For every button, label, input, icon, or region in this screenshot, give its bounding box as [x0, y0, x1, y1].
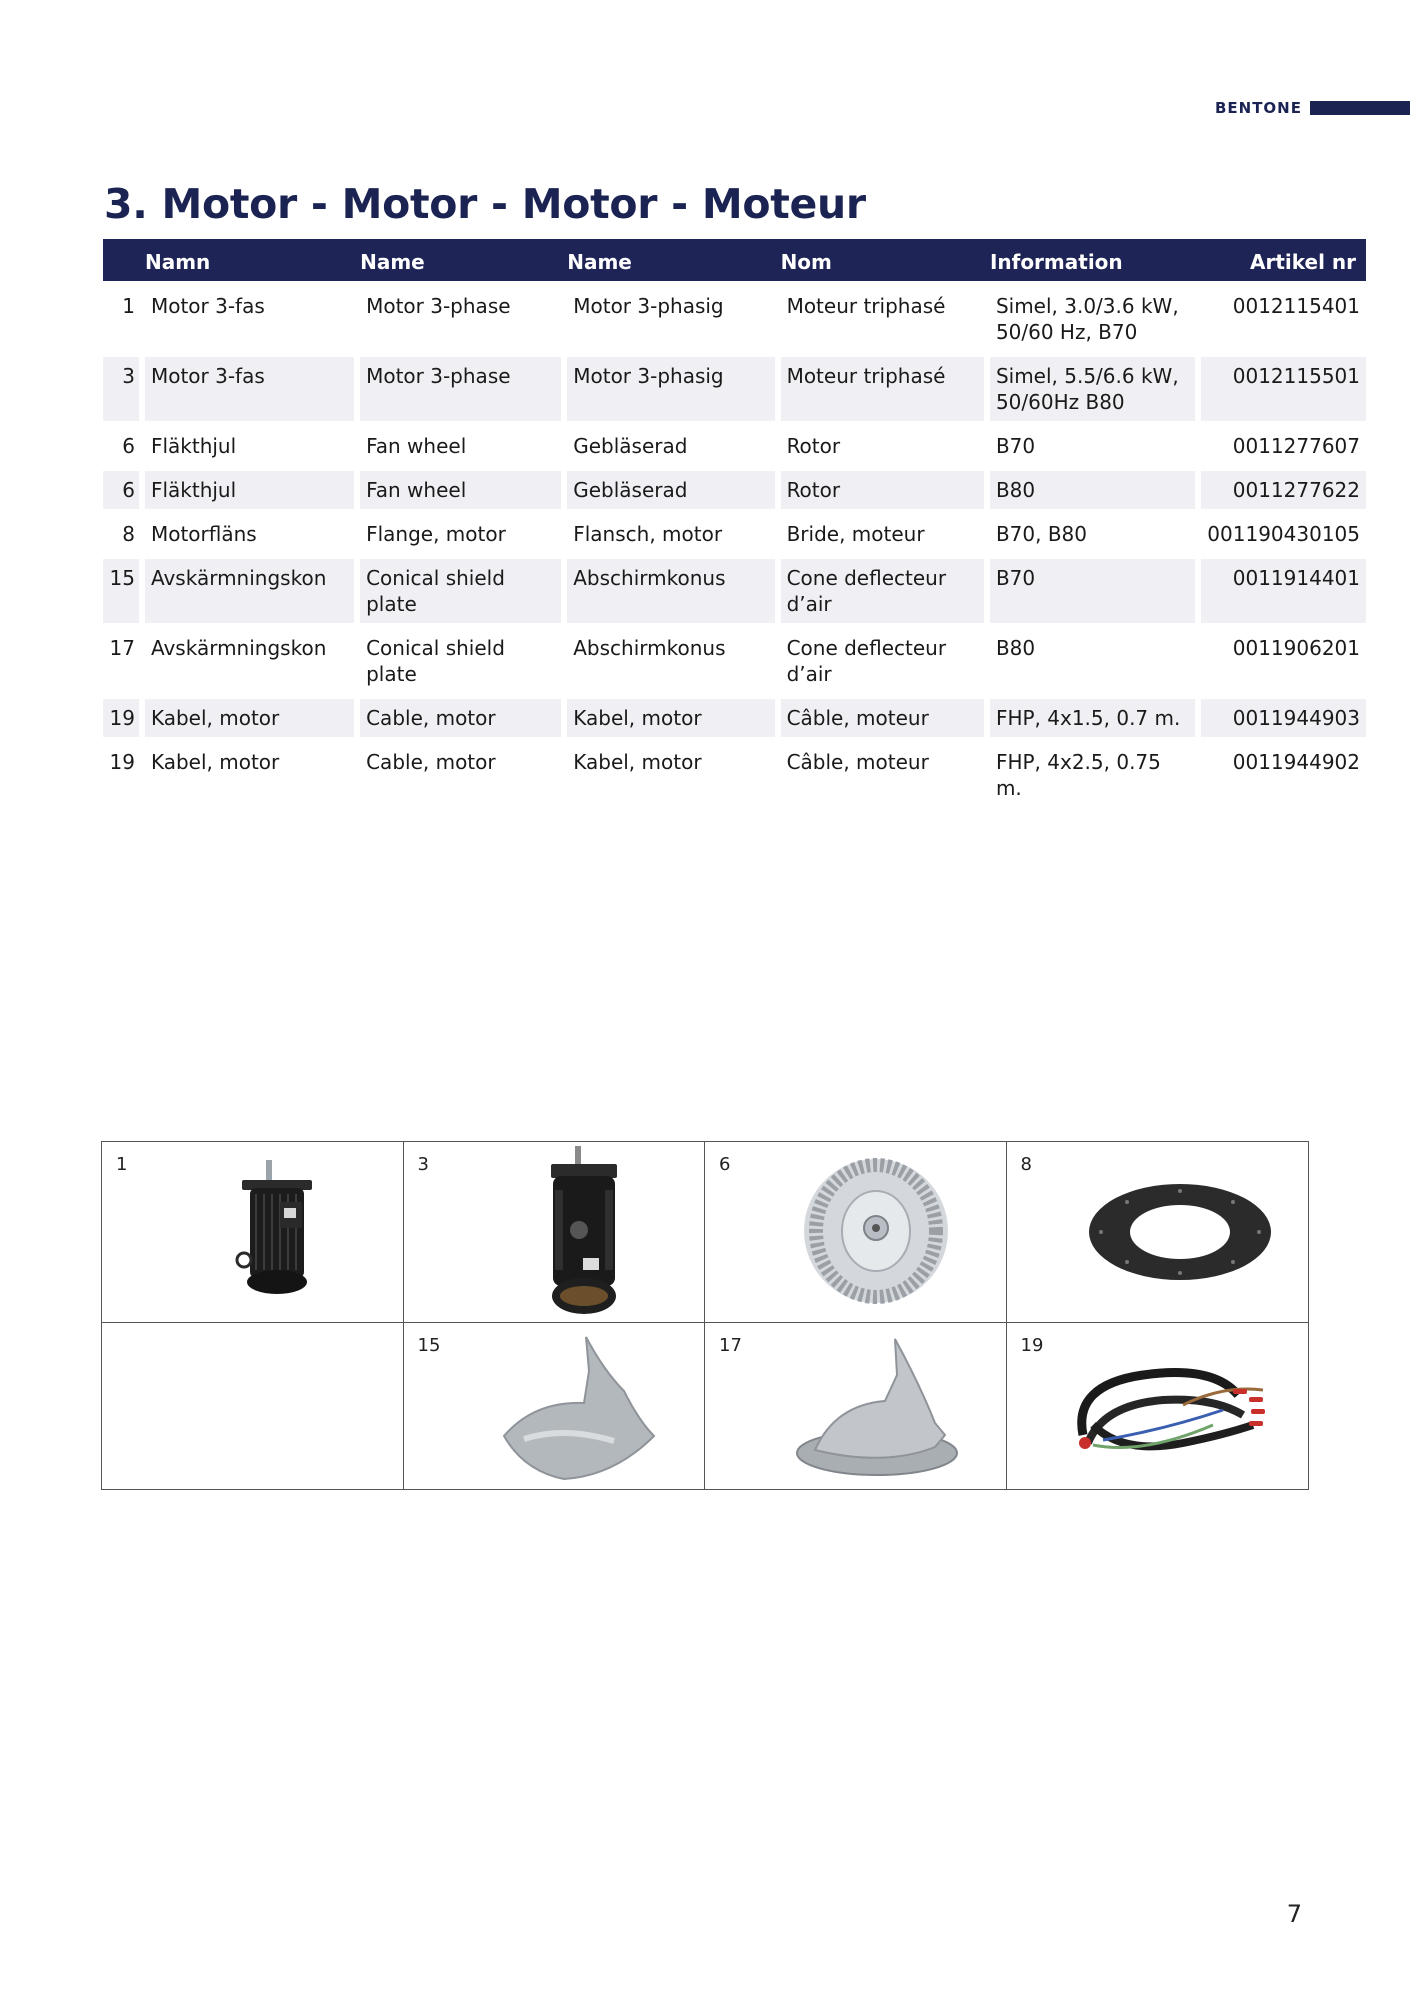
image-label: 15	[417, 1335, 441, 1356]
cell-en: Fan wheel	[354, 471, 561, 509]
table-row	[103, 287, 1366, 351]
cell-article: 0011944902	[1195, 743, 1366, 807]
cell-sv: Motor 3-fas	[139, 357, 354, 421]
info-line-1: Simel, 3.0/3.6 kW,	[995, 294, 1179, 318]
col-header-name-de: Name	[561, 239, 774, 281]
table-row	[103, 471, 1366, 509]
image-cell-motor-1	[102, 1142, 404, 1323]
cell-article: 0011914401	[1195, 559, 1366, 623]
cell-de: Motor 3-phasig	[561, 287, 774, 351]
cell-article: 0011277607	[1195, 427, 1366, 465]
brand-name: BENTONE	[1214, 99, 1302, 117]
cell-pos: 1	[122, 294, 135, 318]
cell-en: Flange, motor	[354, 515, 561, 553]
image-cell-cable	[1007, 1323, 1309, 1489]
motor-image	[222, 1160, 322, 1310]
cell-de: Abschirmkonus	[561, 559, 774, 623]
cell-sv: Motor 3-fas	[139, 287, 354, 351]
cable-image	[1063, 1345, 1283, 1465]
col-header-namn: Namn	[139, 239, 354, 281]
conical-shield-image	[795, 1335, 965, 1485]
info-line-2: 50/60Hz B80	[995, 390, 1125, 414]
page-number: 7	[1286, 1900, 1302, 1928]
cell-article: 0012115401	[1195, 287, 1366, 351]
cell-info: FHP, 4x2.5, 0.75 m.	[984, 743, 1195, 807]
cell-article: 0011277622	[1195, 471, 1366, 509]
image-cell-empty	[102, 1323, 404, 1489]
table-header-row	[103, 239, 1366, 281]
col-header-nom: Nom	[775, 239, 984, 281]
col-header-name-en: Name	[354, 239, 561, 281]
cell-sv: Kabel, motor	[139, 743, 354, 807]
image-label: 17	[719, 1335, 742, 1356]
parts-table	[103, 233, 1366, 813]
cell-fr: Bride, moteur	[775, 515, 984, 553]
cell-en: Motor 3-phase	[354, 287, 561, 351]
table-row	[103, 559, 1366, 623]
cell-de: Kabel, motor	[561, 743, 774, 807]
cell-en: Conical shield plate	[354, 629, 561, 693]
table-row	[103, 629, 1366, 693]
cell-info: B70	[984, 559, 1195, 623]
table-row	[103, 515, 1366, 553]
cell-en: Conical shield plate	[354, 559, 561, 623]
conical-shield-image	[494, 1331, 664, 1481]
cell-de: Motor 3-phasig	[561, 357, 774, 421]
cell-fr: Cone deflecteur d’air	[775, 559, 984, 623]
cell-article: 0011906201	[1195, 629, 1366, 693]
flange-image	[1087, 1182, 1273, 1282]
image-cell-flange	[1007, 1142, 1309, 1323]
cell-fr: Rotor	[775, 427, 984, 465]
cell-pos: 15	[103, 559, 139, 623]
page-title: 3. Motor - Motor - Motor - Moteur	[104, 180, 866, 228]
cell-fr: Moteur triphasé	[775, 287, 984, 351]
cell-en: Fan wheel	[354, 427, 561, 465]
cell-pos: 19	[109, 750, 135, 774]
cell-de: Gebläserad	[561, 427, 774, 465]
image-cell-shield-17	[705, 1323, 1007, 1489]
cell-de: Kabel, motor	[561, 699, 774, 737]
col-header-artikel: Artikel nr	[1195, 239, 1366, 281]
fan-wheel-image	[801, 1156, 951, 1306]
image-cell-motor-3	[404, 1142, 706, 1323]
image-cell-fan-wheel	[705, 1142, 1007, 1323]
cell-fr: Moteur triphasé	[775, 357, 984, 421]
cell-article: 001190430105	[1195, 515, 1366, 553]
cell-info: B80	[984, 471, 1195, 509]
table-row	[103, 743, 1366, 807]
cell-fr: Cone deflecteur d’air	[775, 629, 984, 693]
image-label: 1	[116, 1154, 128, 1175]
cell-article: 0012115501	[1195, 357, 1366, 421]
cell-sv: Kabel, motor	[139, 699, 354, 737]
cell-sv: Avskärmningskon	[139, 559, 354, 623]
cell-en: Cable, motor	[354, 743, 561, 807]
info-line-2: 50/60 Hz, B70	[995, 320, 1138, 344]
cell-info: B70	[984, 427, 1195, 465]
cell-sv: Fläkthjul	[139, 427, 354, 465]
cell-pos: 17	[109, 636, 135, 660]
cell-fr: Câble, moteur	[775, 699, 984, 737]
parts-image-grid	[101, 1141, 1309, 1490]
cell-sv: Avskärmningskon	[139, 629, 354, 693]
image-label: 3	[417, 1154, 429, 1175]
motor-image	[529, 1146, 629, 1318]
col-header-information: Information	[984, 239, 1195, 281]
cell-pos: 3	[103, 357, 139, 421]
col-header-pos	[103, 239, 139, 281]
cell-de: Abschirmkonus	[561, 629, 774, 693]
cell-fr: Rotor	[775, 471, 984, 509]
table-row	[103, 427, 1366, 465]
image-label: 8	[1020, 1154, 1032, 1175]
cell-en: Motor 3-phase	[354, 357, 561, 421]
cell-pos: 19	[103, 699, 139, 737]
cell-pos: 6	[122, 434, 135, 458]
cell-sv: Motorfläns	[139, 515, 354, 553]
cell-pos: 6	[103, 471, 139, 509]
image-label: 6	[719, 1154, 731, 1175]
brand-bar	[1310, 101, 1410, 115]
cell-pos: 8	[122, 522, 135, 546]
cell-de: Gebläserad	[561, 471, 774, 509]
cell-sv: Fläkthjul	[139, 471, 354, 509]
image-cell-shield-15	[404, 1323, 706, 1489]
cell-info	[984, 287, 1195, 351]
cell-info: FHP, 4x1.5, 0.7 m.	[984, 699, 1195, 737]
cell-info	[984, 357, 1195, 421]
cell-en: Cable, motor	[354, 699, 561, 737]
brand-header	[1215, 98, 1410, 118]
cell-fr: Câble, moteur	[775, 743, 984, 807]
cell-de: Flansch, motor	[561, 515, 774, 553]
table-row	[103, 699, 1366, 737]
info-line-1: Simel, 5.5/6.6 kW,	[995, 364, 1179, 388]
cell-article: 0011944903	[1195, 699, 1366, 737]
image-label: 19	[1020, 1335, 1044, 1356]
cell-info: B80	[984, 629, 1195, 693]
cell-info: B70, B80	[984, 515, 1195, 553]
table-row	[103, 357, 1366, 421]
